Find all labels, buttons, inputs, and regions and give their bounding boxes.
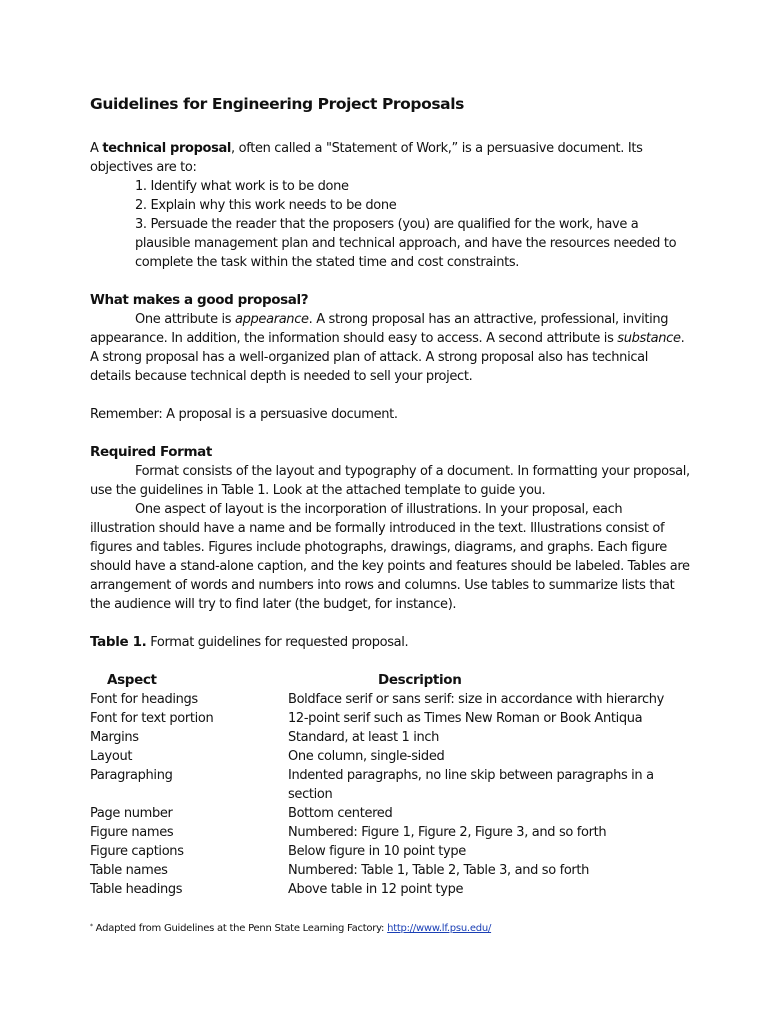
table-cell-description: 12-point serif such as Times New Roman or Book Antiqua <box>288 711 643 726</box>
table-cell-aspect: Figure captions <box>90 844 184 859</box>
table-cell-description: Indented paragraphs, no line skip between paragraphs in a section <box>288 768 654 802</box>
intro-rest: , often called a "Statement of Work,” is a persuasive document. Its objectives are to: <box>90 141 643 175</box>
table-caption-label: Table 1. <box>90 634 147 650</box>
list-item: 2. Explain why this work needs to be done <box>135 198 397 213</box>
table-cell-description: Numbered: Table 1, Table 2, Table 3, and so forth <box>288 863 590 878</box>
format-guidelines-table <box>90 671 690 899</box>
table-cell-description: One column, single-sided <box>288 749 445 764</box>
table-cell-aspect: Font for text portion <box>90 711 214 726</box>
format-paragraph-1: Format consists of the layout and typography of a document. In formatting your proposal, use the guidelines in Table 1. Look at the attached template to guide you. <box>90 464 690 498</box>
table-row <box>90 842 690 861</box>
table-cell-aspect: Figure names <box>90 825 174 840</box>
table-row <box>90 690 690 709</box>
table-row <box>90 804 690 823</box>
table-cell-description: Above table in 12 point type <box>288 882 464 897</box>
section-heading-required-format: Required Format <box>90 444 212 460</box>
intro-paragraph <box>90 139 690 177</box>
page-title: Guidelines for Engineering Project Proposals <box>90 95 464 113</box>
table-cell-aspect: Page number <box>90 806 173 821</box>
format-paragraph-2: One aspect of layout is the incorporation of illustrations. In your proposal, each illustration should have a name and be formally introduced in the text. Illustrations consist of figures and tables. Figures include photographs, drawings, diagrams, and graphs. Each figure should have a stand-alone caption, and the key points and features should be labeled. Tables are arrangement of words and numbers into rows and columns. Use tables to summarize lists that the audience will try to find later (the budget, for instance). <box>90 502 690 612</box>
footnote-mark: * <box>90 923 93 930</box>
table-cell-aspect: Margins <box>90 730 139 745</box>
text-run: . A strong proposal has a well-organized plan of attack. A strong proposal also has technical details because technical depth is needed to sell your project. <box>90 331 685 384</box>
table-row <box>90 823 690 842</box>
emphasis-substance: substance <box>617 331 681 346</box>
section-heading-good-proposal: What makes a good proposal? <box>90 292 309 308</box>
text-run: . A strong proposal has an attractive, professional, inviting appearance. In addition, the information should easy to access. A second attribute is <box>90 312 669 346</box>
list-item: 3. Persuade the reader that the proposers (you) are qualified for the work, have a plausible management plan and technical approach, and have the resources needed to complete the task within the stated time and cost constraints. <box>135 217 677 270</box>
footnote-link[interactable]: http://www.lf.psu.edu/ <box>387 923 492 934</box>
good-proposal-paragraph <box>90 310 690 386</box>
intro-prefix: A <box>90 141 103 156</box>
document-body <box>90 92 690 936</box>
table-row <box>90 861 690 880</box>
table-cell-description: Bottom centered <box>288 806 393 821</box>
table-row <box>90 747 690 766</box>
table-row <box>90 880 690 899</box>
footnote-text: Adapted from Guidelines at the Penn State Learning Factory: <box>92 923 388 934</box>
emphasis-appearance: appearance <box>235 312 309 327</box>
table-cell-aspect: Paragraphing <box>90 768 173 783</box>
table-caption-text: Format guidelines for requested proposal. <box>146 635 409 650</box>
list-item: 1. Identify what work is to be done <box>135 179 349 194</box>
table-header-row <box>90 671 690 690</box>
intro-term: technical proposal <box>102 141 232 156</box>
remember-paragraph: Remember: A proposal is a persuasive document. <box>90 407 398 422</box>
table-cell-aspect: Table headings <box>90 882 183 897</box>
column-header-aspect: Aspect <box>107 672 157 688</box>
table-cell-description: Boldface serif or sans serif: size in accordance with hierarchy <box>288 692 665 707</box>
table-row <box>90 728 690 747</box>
table-caption <box>90 633 690 652</box>
table-cell-description: Standard, at least 1 inch <box>288 730 440 745</box>
table-cell-aspect: Layout <box>90 749 133 764</box>
table-cell-description: Below figure in 10 point type <box>288 844 466 859</box>
column-header-description: Description <box>378 672 462 688</box>
table-row <box>90 709 690 728</box>
table-cell-aspect: Font for headings <box>90 692 198 707</box>
table-cell-aspect: Table names <box>90 863 168 878</box>
objectives-list <box>90 177 690 272</box>
table-cell-description: Numbered: Figure 1, Figure 2, Figure 3, and so forth <box>288 825 607 840</box>
footnote <box>90 920 690 936</box>
text-run: One attribute is <box>135 312 236 327</box>
table-row <box>90 766 690 804</box>
